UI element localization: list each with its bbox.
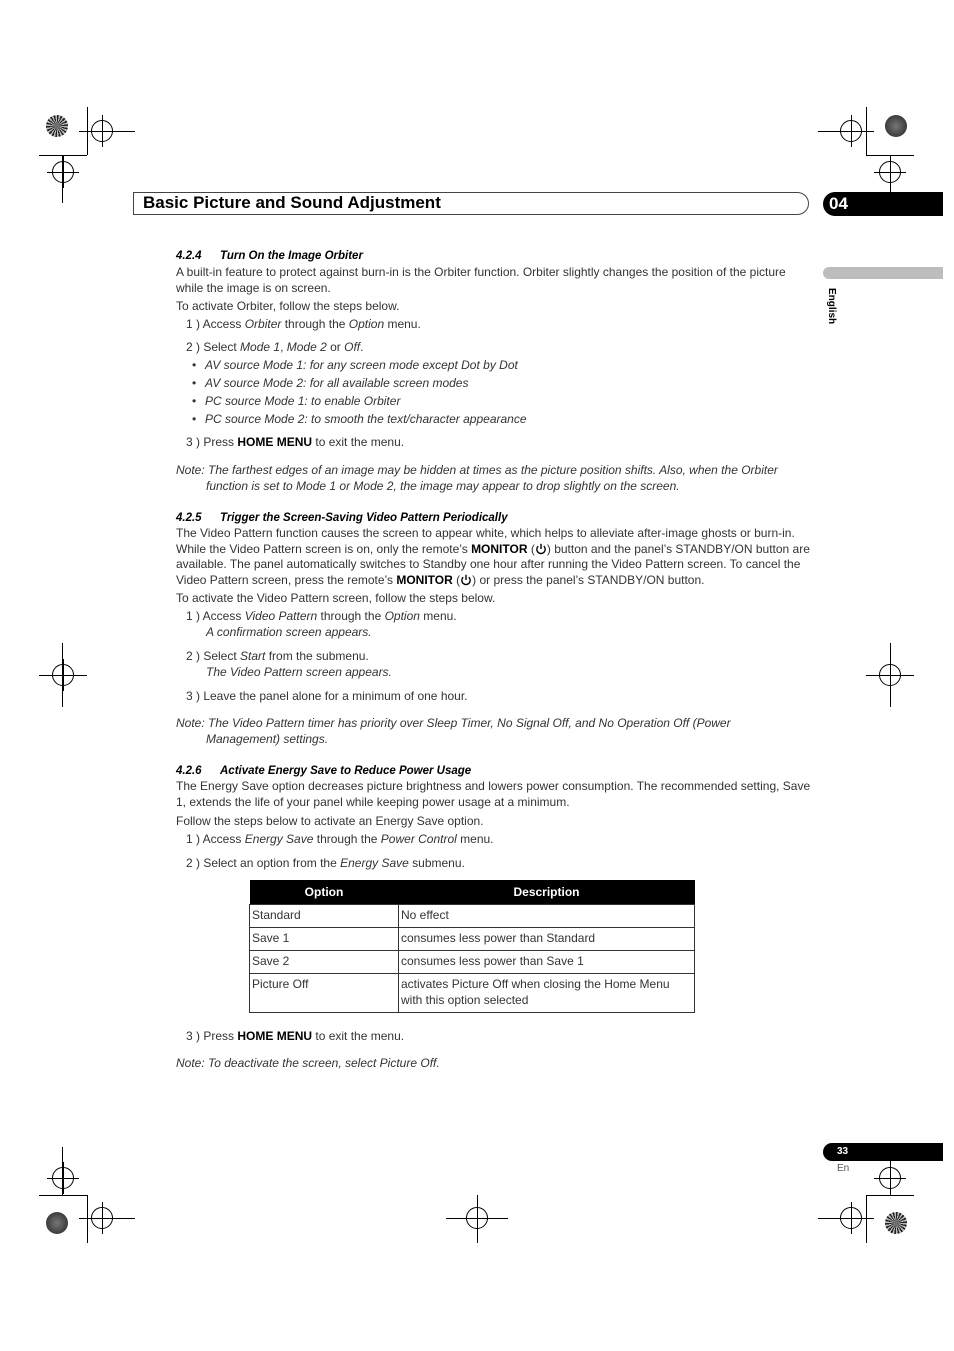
table-cell: Standard [250, 904, 399, 927]
table-row [250, 904, 695, 927]
table-row [250, 927, 695, 950]
registration-mark-icon [52, 161, 74, 183]
energy-save-table [249, 880, 695, 1013]
column-header: Description [399, 880, 695, 905]
step-result: A confirmation screen appears. [206, 625, 372, 640]
note: Note: The farthest edges of an image may be hidden at times as the picture position shifts. Also, when the Orbiter function is set to Mode 1 or Mode 2, the image may appear to drop slightly on the screen. [176, 463, 778, 493]
registration-mark-icon [52, 1167, 74, 1189]
step-2: 2 ) Select Start from the submenu. [186, 649, 369, 664]
step-2: 2 ) Select Mode 1, Mode 2 or Off. [186, 340, 364, 354]
color-rose-icon [885, 1212, 907, 1234]
paragraph: Follow the steps below to activate an Energy Save option. [176, 813, 484, 828]
paragraph: A built-in feature to protect against burn-in is the Orbiter function. Orbiter slightly changes the position of the picture while the image is on screen. [176, 265, 786, 295]
table-cell: consumes less power than Standard [399, 927, 695, 950]
page-title: Basic Picture and Sound Adjustment [143, 193, 441, 212]
color-rose-icon [46, 1212, 68, 1234]
step-3: 3 ) Press HOME MENU to exit the menu. [186, 1028, 405, 1043]
table-cell: consumes less power than Save 1 [399, 950, 695, 973]
section-4-2-4 [176, 248, 816, 494]
language-tab [823, 267, 943, 279]
table-cell: Save 2 [250, 950, 399, 973]
section-heading: 4.2.5 Trigger the Screen-Saving Video Pattern Periodically [176, 512, 508, 524]
step-2: 2 ) Select an option from the Energy Save submenu. [186, 855, 465, 870]
step-1: 1 ) Access Energy Save through the Power Control menu. [186, 831, 494, 846]
column-header: Option [250, 880, 399, 905]
page-number: 33 [823, 1143, 943, 1161]
list-item: • AV source Mode 1: for any screen mode except Dot by Dot [192, 357, 816, 373]
note: Note: The Video Pattern timer has priority over Sleep Timer, No Signal Off, and No Operation Off (Power Management) settings. [176, 716, 731, 747]
table-cell: No effect [399, 904, 695, 927]
list-item: • PC source Mode 2: to smooth the text/character appearance [192, 411, 816, 427]
section-heading: 4.2.6 Activate Energy Save to Reduce Power Usage [176, 765, 472, 778]
power-icon [460, 574, 472, 586]
step-3: 3 ) Leave the panel alone for a minimum of one hour. [186, 689, 468, 704]
main-content [176, 248, 816, 1071]
step-1: 1 ) Access Orbiter through the Option menu. [186, 317, 421, 331]
paragraph: The Energy Save option decreases picture brightness and lowers power consumption. The recommended setting, Save 1, extends the life of your panel while keeping power usage at a minimum. [176, 779, 811, 809]
table-cell: activates Picture Off when closing the Home Menu with this option selected [399, 973, 695, 1012]
chapter-tab: 04 [823, 192, 943, 216]
section-4-2-6 [176, 763, 816, 1070]
step-result: The Video Pattern screen appears. [206, 665, 392, 680]
step-3: 3 ) Press HOME MENU to exit the menu. [186, 435, 405, 449]
mode-list [176, 357, 816, 427]
page-language: En [837, 1163, 850, 1174]
table-cell: Save 1 [250, 927, 399, 950]
table-row [250, 950, 695, 973]
table-row [250, 973, 695, 1012]
power-icon [535, 543, 547, 555]
language-label: English [826, 288, 837, 325]
paragraph: The Video Pattern function causes the screen to appear white, which helps to alleviate after-image ghosts or burn-in. While the Video Pattern screen is on, only the remote’s MONITOR ( ) button and the panel’s STANDBY/ON button are available. The panel automatically switches to Standby one hour after running the Video Pattern screen. To cancel the Video Pattern screen, press the remote’s MONITOR ( ) or press the panel’s STANDBY/ON button. [176, 526, 810, 587]
table-header-row [250, 880, 695, 905]
color-rose-icon [46, 115, 68, 137]
step-1: 1 ) Access Video Pattern through the Option menu. [186, 609, 457, 624]
paragraph: To activate the Video Pattern screen, follow the steps below. [176, 591, 496, 606]
section-4-2-5 [176, 510, 816, 747]
list-item: • PC source Mode 1: to enable Orbiter [192, 393, 816, 409]
color-rose-icon [885, 115, 907, 137]
section-heading: 4.2.4 Turn On the Image Orbiter [176, 250, 363, 262]
paragraph: To activate Orbiter, follow the steps below. [176, 299, 400, 313]
table-cell: Picture Off [250, 973, 399, 1012]
list-item: • AV source Mode 2: for all available screen modes [192, 375, 816, 391]
note: Note: To deactivate the screen, select Picture Off. [176, 1055, 440, 1070]
